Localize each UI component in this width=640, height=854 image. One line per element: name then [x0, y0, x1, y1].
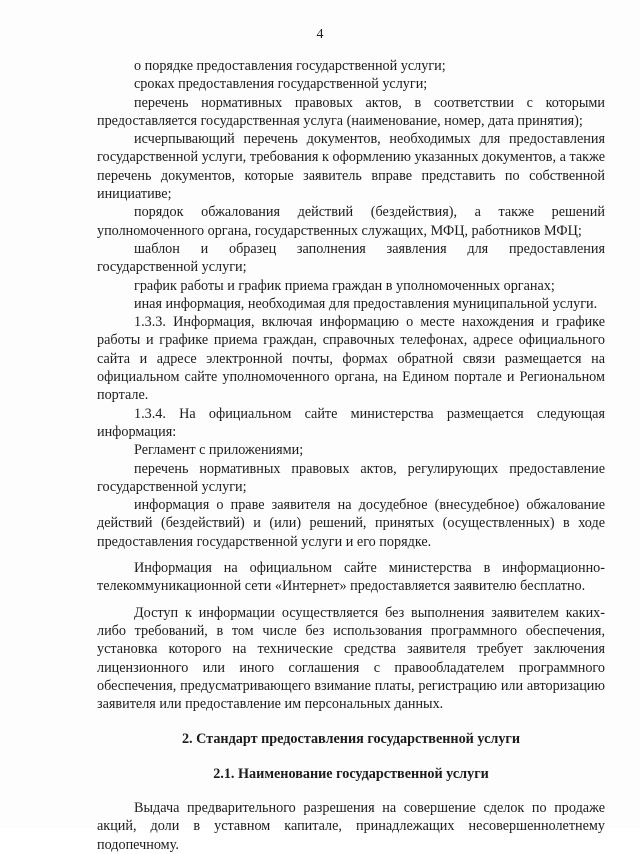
paragraph: информация о праве заявителя на досудебное (внесудебное) обжалование действий (бездействий) и (или) решений, принятых (осуществленных) в ходе предоставления государственной услуги и его порядке. [97, 497, 605, 550]
paragraph: перечень нормативных правовых актов, регулирующих предоставление государственной услуги; [97, 460, 605, 495]
subsection-heading: 2.1. Наименование государственной услуги [213, 765, 489, 782]
paragraph: сроках предоставления государственной услуги; [134, 76, 428, 93]
paragraph: исчерпывающий перечень документов, необходимых для предоставления государственной услуги, требования к оформлению указанных документов, а также перечень документов, которые заявитель вправе представить по собственной инициативе; [97, 131, 605, 203]
paragraph: 1.3.4. На официальном сайте министерства размещается следующая информация: [97, 405, 605, 440]
paragraph: перечень нормативных правовых актов, в соответствии с которыми предоставляется государственная услуга (наименование, номер, дата принятия); [97, 94, 605, 129]
paragraph: Выдача предварительного разрешения на совершение сделок по продаже акций, доли в уставном капитале, принадлежащих несовершеннолетнему подопечному. [97, 799, 605, 853]
paragraph: иная информация, необходимая для предоставления муниципальной услуги. [134, 295, 598, 312]
paragraph: шаблон и образец заполнения заявления для предоставления государственной услуги; [97, 240, 605, 276]
paragraph: график работы и график приема граждан в уполномоченных органах; [134, 277, 555, 294]
paragraph: порядок обжалования действий (бездействия), а также решений уполномоченного органа, государственных служащих, МФЦ, работников МФЦ; [97, 204, 605, 239]
paragraph: 1.3.3. Информация, включая информацию о месте нахождения и графике работы и графике приема граждан, справочных телефонах, адресе официального сайта и адресе электронной почты, формах обратной связи размещается на официальном сайте уполномоченного органа, на Едином портале и Региональном портале. [97, 314, 605, 404]
paragraph: Регламент с приложениями; [134, 442, 304, 459]
page-number: 4 [316, 27, 324, 42]
paragraph: Доступ к информации осуществляется без выполнения заявителем каких-либо требований, в том числе без использования программного обеспечения, установка которого на технические средства заявителя требует заключения лицензионного или иного соглашения с правообладателем программного обеспечения, предусматривающего взимание платы, регистрацию или авторизацию заявителя или предоставление им персональных данных. [97, 604, 605, 713]
document-body [97, 57, 605, 854]
section-heading: 2. Стандарт предоставления государственной услуги [181, 731, 521, 748]
paragraph: о порядке предоставления государственной услуги; [134, 58, 446, 74]
paragraph: Информация на официальном сайте министерства в информационно-телекоммуникационной сети «Интернет» предоставляется заявителю бесплатно. [97, 560, 605, 595]
